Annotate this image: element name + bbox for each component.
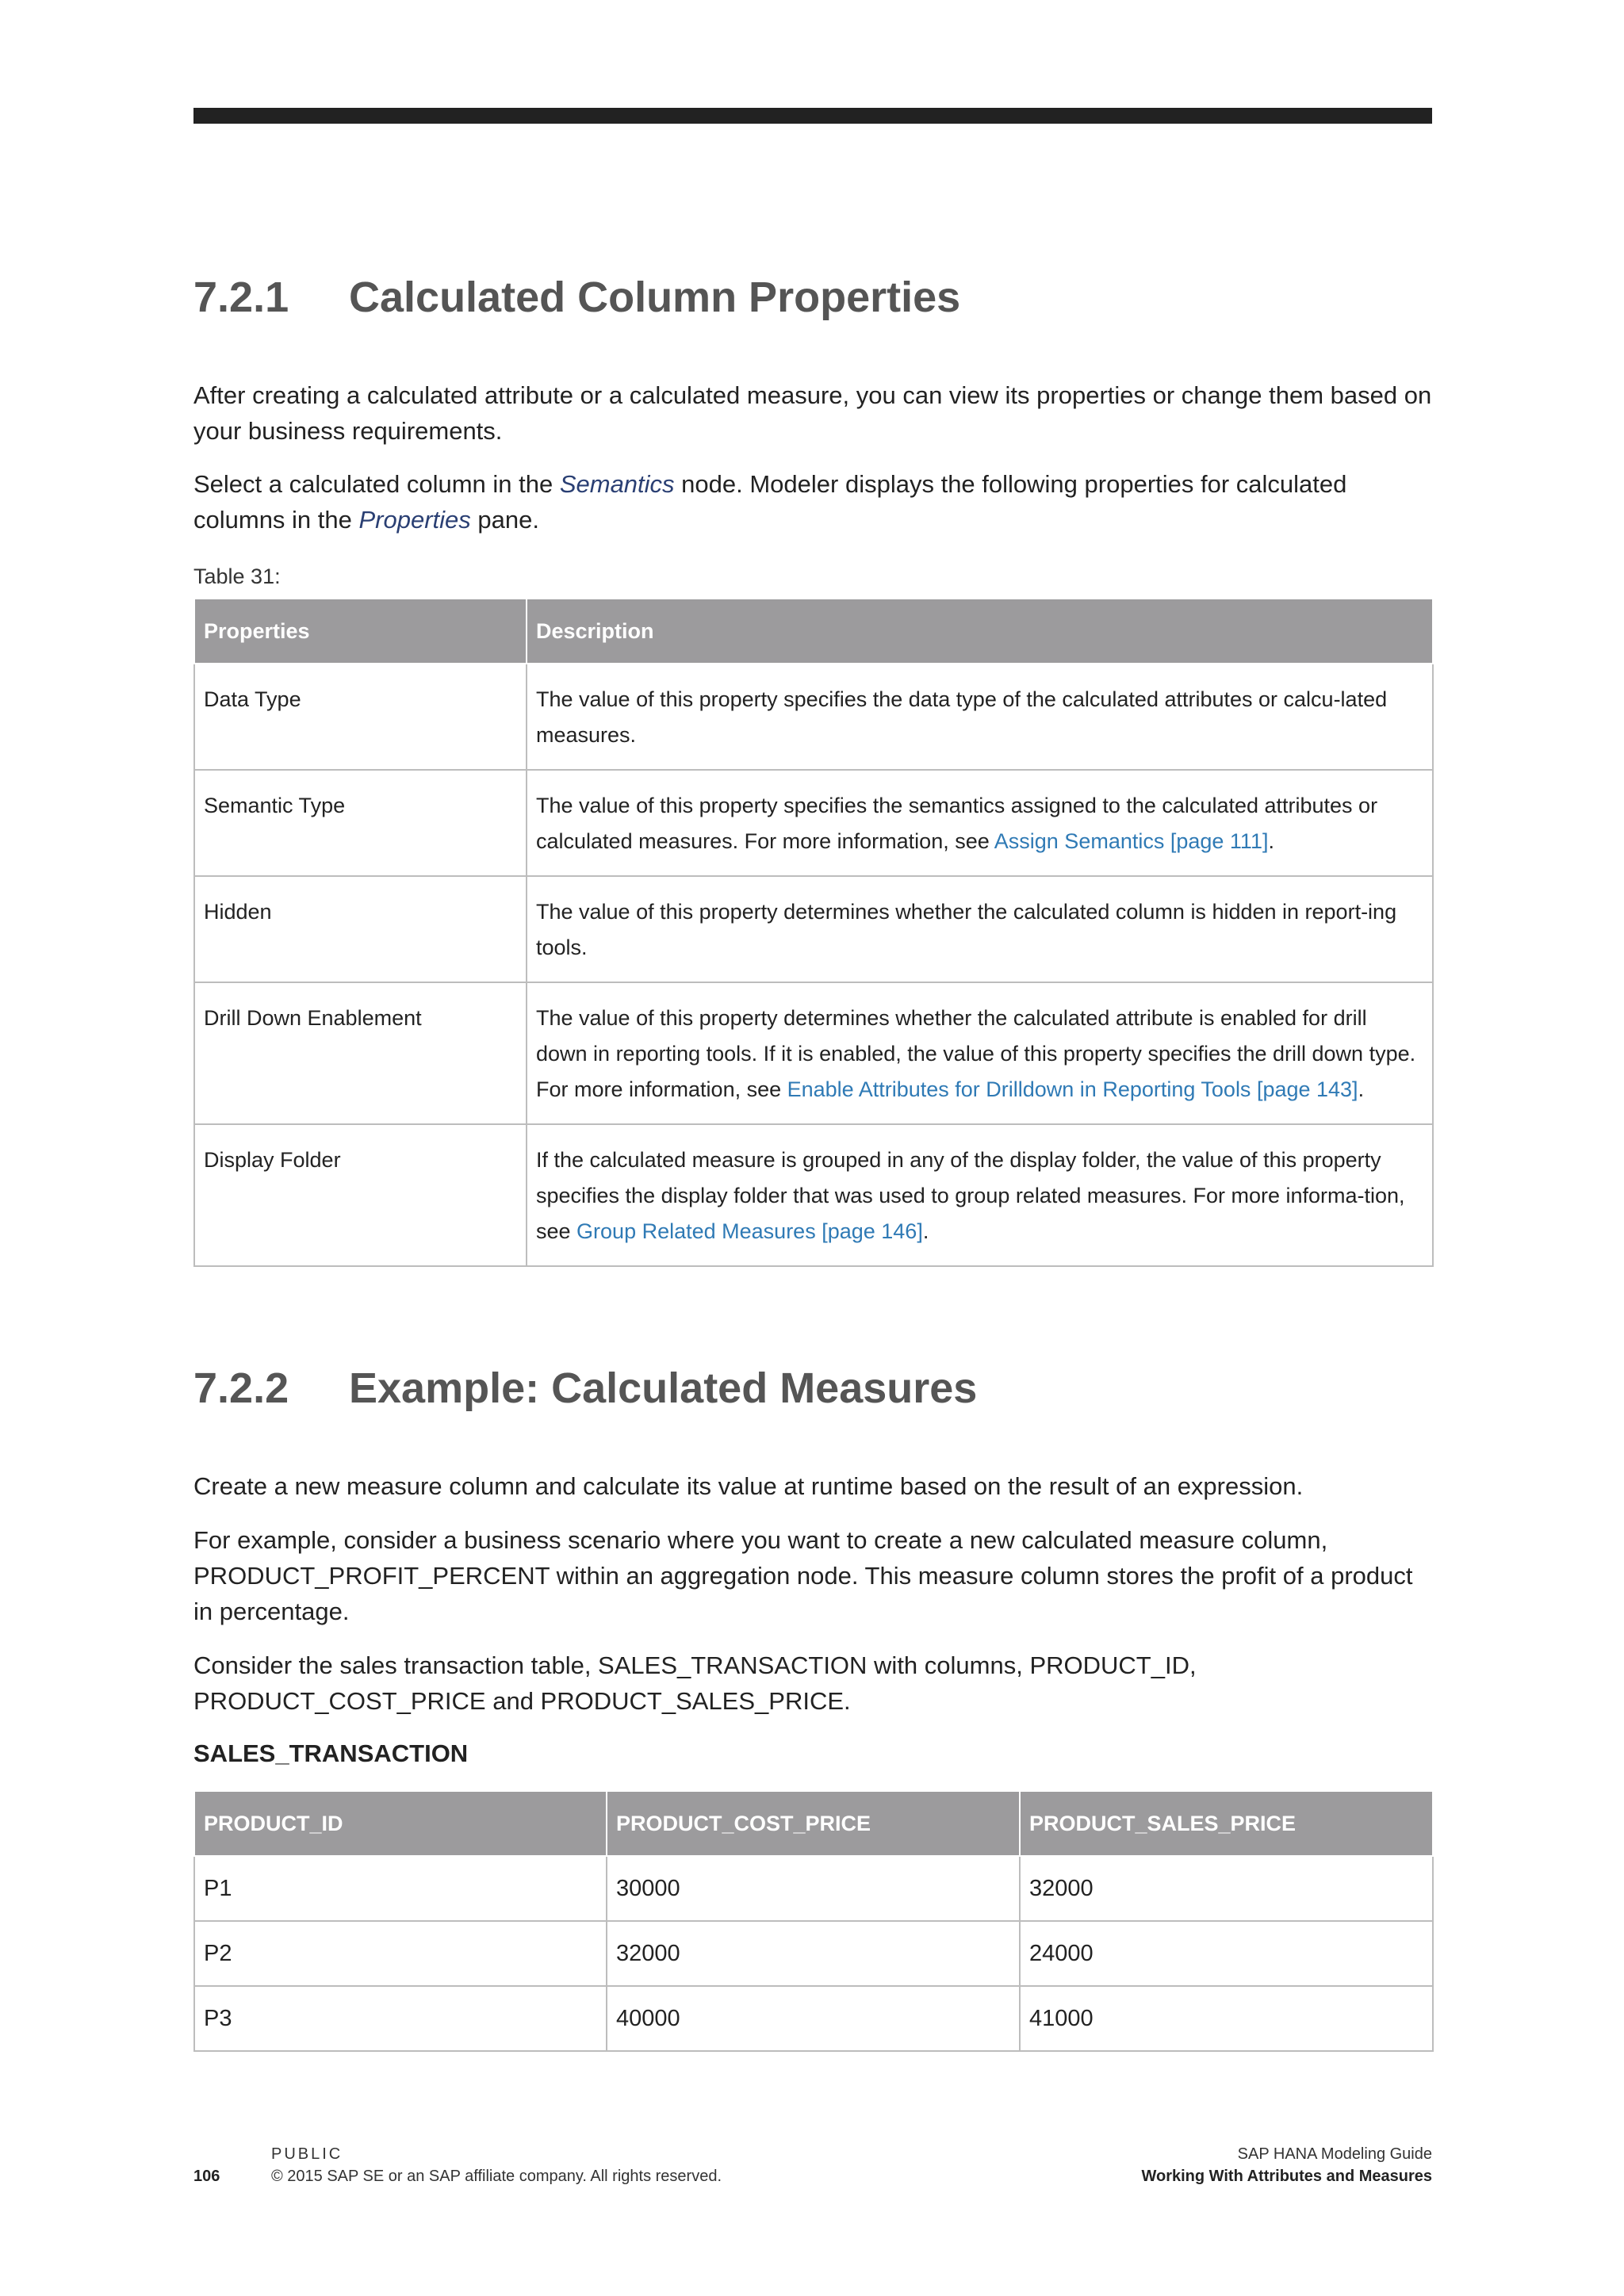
table-caption: Table 31: — [193, 564, 281, 588]
section-title: Example: Calculated Measures — [349, 1364, 978, 1412]
description-text: The value of this property determines whether the calculated attribute is enabled for drill down in reporting tools. If it is enabled, the value of this property specifies the drill down type. For more information, see — [536, 1006, 1416, 1101]
properties-table — [193, 598, 1434, 1267]
description-trailing-text: . — [1358, 1077, 1365, 1101]
property-name-cell: Semantic Type — [194, 770, 527, 876]
description-text: The value of this property determines whether the calculated column is hidden in report-ing tools. — [536, 900, 1397, 959]
section-number: 7.2.2 — [193, 1364, 289, 1412]
sales-transaction-table — [193, 1790, 1434, 2052]
example-paragraph-2: For example, consider a business scenario where you want to create a new calculated measure column, PRODUCT_PROFIT_PERCENT within an aggregation node. This measure column stores the profit of a product in percentage. — [193, 1526, 1413, 1625]
property-description-cell — [527, 982, 1433, 1124]
table-cell: P3 — [194, 1986, 607, 2051]
table-row — [194, 1856, 1433, 1921]
section-heading-7-2-1 — [193, 273, 960, 322]
chapter-title: Working With Attributes and Measures — [1141, 2168, 1432, 2185]
header-cost-price: PRODUCT_COST_PRICE — [607, 1791, 1020, 1856]
example-paragraph-3: Consider the sales transaction table, SALES_TRANSACTION with columns, PRODUCT_ID, PRODUCT_COST_PRICE and PRODUCT_SALES_PRICE. — [193, 1651, 1197, 1715]
table-row — [194, 876, 1433, 982]
semantics-term: Semantics — [559, 470, 675, 498]
page-number: 106 — [193, 2168, 220, 2185]
property-description-cell — [527, 664, 1433, 770]
header-sales-price: PRODUCT_SALES_PRICE — [1020, 1791, 1433, 1856]
description-text: The value of this property specifies the data type of the calculated attributes or calcu-lated measures. — [536, 687, 1388, 747]
property-name-cell: Drill Down Enablement — [194, 982, 527, 1124]
table-row — [194, 1921, 1433, 1986]
intro-paragraph: After creating a calculated attribute or a calculated measure, you can view its properties or change them based on your business requirements. — [193, 381, 1432, 445]
table-cell: 40000 — [607, 1986, 1020, 2051]
table-cell: 24000 — [1020, 1921, 1433, 1986]
table-title: SALES_TRANSACTION — [193, 1739, 469, 1767]
table-cell: 32000 — [607, 1921, 1020, 1986]
property-name-cell: Display Folder — [194, 1124, 527, 1266]
property-name-cell: Data Type — [194, 664, 527, 770]
select-text-part1: Select a calculated column in the — [193, 470, 560, 498]
description-trailing-text: . — [922, 1219, 929, 1243]
header-description: Description — [527, 599, 1433, 664]
cross-reference-link[interactable]: Group Related Measures [page 146] — [576, 1219, 923, 1243]
classification-label: PUBLIC — [271, 2145, 343, 2163]
guide-title: SAP HANA Modeling Guide — [1237, 2145, 1432, 2163]
copyright: © 2015 SAP SE or an SAP affiliate company. All rights reserved. — [271, 2168, 722, 2185]
select-text-part2: node. Modeler displays the following properties for calculated columns in the — [193, 470, 1347, 534]
select-text-part3: pane. — [470, 506, 539, 534]
table-cell: 30000 — [607, 1856, 1020, 1921]
description-text: The value of this property specifies the semantics assigned to the calculated attributes or calculated measures. For more information, see — [536, 794, 1378, 853]
table-cell: 41000 — [1020, 1986, 1433, 2051]
description-trailing-text: . — [1268, 829, 1274, 853]
cross-reference-link[interactable]: Enable Attributes for Drilldown in Reporting Tools [page 143] — [787, 1077, 1358, 1101]
select-paragraph — [193, 466, 1438, 538]
property-name-cell: Hidden — [194, 876, 527, 982]
table-cell: 32000 — [1020, 1856, 1433, 1921]
table-cell: P2 — [194, 1921, 607, 1986]
example-paragraph-1: Create a new measure column and calculate its value at runtime based on the result of an expression. — [193, 1472, 1304, 1500]
section-heading-7-2-2 — [193, 1364, 977, 1413]
cross-reference-link[interactable]: Assign Semantics [page 111] — [994, 829, 1269, 853]
table-row — [194, 770, 1433, 876]
header-properties: Properties — [194, 599, 527, 664]
top-rule — [193, 108, 1432, 124]
header-product-id: PRODUCT_ID — [194, 1791, 607, 1856]
description-text: If the calculated measure is grouped in any of the display folder, the value of this property specifies the display folder that was used to group related measures. For more informa-tion, see — [536, 1148, 1405, 1243]
table-header-row — [194, 1791, 1433, 1856]
table-row — [194, 664, 1433, 770]
property-description-cell — [527, 1124, 1433, 1266]
property-description-cell — [527, 876, 1433, 982]
property-description-cell — [527, 770, 1433, 876]
table-row — [194, 1986, 1433, 2051]
section-number: 7.2.1 — [193, 274, 289, 321]
properties-term: Properties — [358, 506, 471, 534]
section-title: Calculated Column Properties — [349, 274, 961, 321]
table-row — [194, 1124, 1433, 1266]
table-row — [194, 982, 1433, 1124]
table-cell: P1 — [194, 1856, 607, 1921]
table-header-row — [194, 599, 1433, 664]
